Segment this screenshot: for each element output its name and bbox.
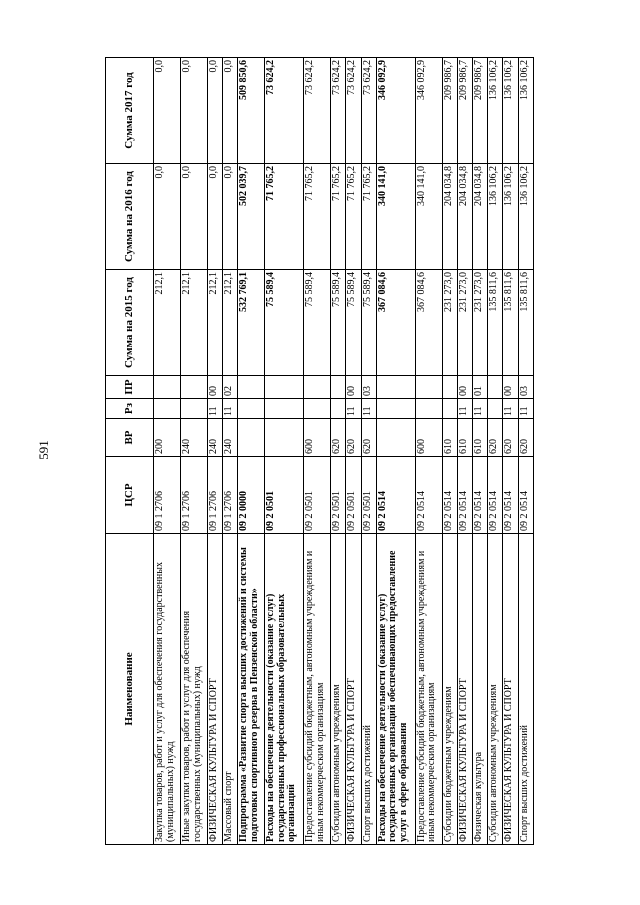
cell-name: Расходы на обеспечение деятельности (оказание услуг) государственных профессиональных образовательных организаций	[265, 534, 304, 845]
cell-pr: 01	[473, 376, 488, 399]
cell-name: Предоставление субсидий бюджетным, автономным учреждениям и иным некоммерческим организациям	[304, 534, 331, 845]
cell-rz: 11	[346, 399, 361, 419]
cell-vr: 620	[346, 419, 361, 457]
cell-rz: 11	[473, 399, 488, 419]
cell-rz	[181, 399, 208, 419]
cell-rz	[488, 399, 503, 419]
cell-csr: 09 2 0514	[442, 457, 457, 534]
cell-sum-2017: 209 986,7	[457, 58, 472, 164]
cell-csr: 09 2 0501	[346, 457, 361, 534]
page-number: 591	[35, 440, 51, 460]
cell-csr: 09 2 0501	[265, 457, 304, 534]
cell-vr: 620	[503, 419, 518, 457]
table-row	[304, 58, 331, 845]
table-row	[442, 58, 457, 845]
cell-sum-2016: 71 765,2	[361, 164, 376, 270]
cell-sum-2017: 0,0	[181, 58, 208, 164]
cell-rz: 11	[503, 399, 518, 419]
header-sum-2017: Сумма 2017 год	[106, 58, 154, 164]
cell-pr	[265, 376, 304, 399]
cell-name: Закупка товаров, работ и услуг для обеспечения государственных (муниципальных) нужд	[154, 534, 181, 845]
cell-pr	[154, 376, 181, 399]
cell-name: Массовый спорт	[223, 534, 238, 845]
cell-sum-2016: 204 034,8	[473, 164, 488, 270]
cell-csr: 09 2 0000	[238, 457, 265, 534]
cell-sum-2017: 346 092,9	[376, 58, 415, 164]
cell-sum-2017: 136 106,2	[503, 58, 518, 164]
cell-sum-2015: 135 811,6	[518, 270, 533, 376]
cell-sum-2016: 71 765,2	[346, 164, 361, 270]
cell-pr	[238, 376, 265, 399]
cell-sum-2015: 75 589,4	[304, 270, 331, 376]
cell-sum-2016: 71 765,2	[331, 164, 346, 270]
cell-csr: 09 2 0501	[331, 457, 346, 534]
cell-vr: 200	[154, 419, 181, 457]
cell-name: Иные закупки товаров, работ и услуг для обеспечения государственных (муниципальных) нужд	[181, 534, 208, 845]
cell-sum-2016: 204 034,8	[457, 164, 472, 270]
cell-name: ФИЗИЧЕСКАЯ КУЛЬТУРА И СПОРТ	[457, 534, 472, 845]
table-row	[331, 58, 346, 845]
cell-name: Спорт высших достижений	[361, 534, 376, 845]
cell-rz: 11	[223, 399, 238, 419]
cell-rz: 11	[457, 399, 472, 419]
cell-pr	[415, 376, 442, 399]
cell-rz	[238, 399, 265, 419]
cell-sum-2016: 204 034,8	[442, 164, 457, 270]
cell-name: Субсидии автономным учреждениям	[488, 534, 503, 845]
cell-csr: 09 2 0501	[361, 457, 376, 534]
cell-sum-2015: 367 084,6	[376, 270, 415, 376]
table-row	[518, 58, 533, 845]
cell-name: Предоставление субсидий бюджетным, автономным учреждениям и иным некоммерческим организациям	[415, 534, 442, 845]
cell-sum-2016: 0,0	[208, 164, 223, 270]
table-row	[208, 58, 223, 845]
cell-sum-2017: 136 106,2	[518, 58, 533, 164]
cell-sum-2016: 136 106,2	[488, 164, 503, 270]
header-name: Наименование	[106, 534, 154, 845]
cell-sum-2016: 502 039,7	[238, 164, 265, 270]
cell-sum-2017: 73 624,2	[346, 58, 361, 164]
cell-sum-2016: 0,0	[223, 164, 238, 270]
cell-name: Подпрограмма «Развитие спорта высших достижений и системы подготовки спортивного резерва в Пензенской области»	[238, 534, 265, 845]
cell-csr: 09 1 2706	[154, 457, 181, 534]
cell-vr: 240	[208, 419, 223, 457]
cell-pr: 00	[457, 376, 472, 399]
cell-rz	[415, 399, 442, 419]
cell-sum-2015: 75 589,4	[331, 270, 346, 376]
cell-sum-2016: 340 141,0	[376, 164, 415, 270]
cell-rz: 11	[518, 399, 533, 419]
cell-sum-2015: 231 273,0	[457, 270, 472, 376]
cell-sum-2017: 346 092,9	[415, 58, 442, 164]
cell-rz	[376, 399, 415, 419]
cell-pr	[331, 376, 346, 399]
table-row	[361, 58, 376, 845]
cell-pr: 02	[223, 376, 238, 399]
cell-vr	[265, 419, 304, 457]
cell-sum-2015: 212,1	[208, 270, 223, 376]
table-row	[265, 58, 304, 845]
cell-csr: 09 2 0514	[518, 457, 533, 534]
cell-rz	[265, 399, 304, 419]
table-row	[238, 58, 265, 845]
cell-vr: 610	[442, 419, 457, 457]
table-row	[223, 58, 238, 845]
cell-sum-2017: 0,0	[223, 58, 238, 164]
cell-pr: 00	[503, 376, 518, 399]
cell-vr	[238, 419, 265, 457]
cell-sum-2017: 73 624,2	[361, 58, 376, 164]
cell-pr: 03	[518, 376, 533, 399]
cell-vr: 620	[488, 419, 503, 457]
cell-pr: 00	[346, 376, 361, 399]
cell-sum-2017: 73 624,2	[331, 58, 346, 164]
header-pr: ПР	[106, 376, 154, 399]
cell-csr: 09 2 0514	[488, 457, 503, 534]
cell-name: ФИЗИЧЕСКАЯ КУЛЬТУРА И СПОРТ	[503, 534, 518, 845]
cell-vr: 600	[304, 419, 331, 457]
cell-sum-2017: 73 624,2	[265, 58, 304, 164]
cell-rz	[331, 399, 346, 419]
cell-pr: 03	[361, 376, 376, 399]
table-row	[457, 58, 472, 845]
table-row	[154, 58, 181, 845]
cell-sum-2017: 209 986,7	[442, 58, 457, 164]
cell-csr: 09 2 0514	[415, 457, 442, 534]
cell-csr: 09 2 0501	[304, 457, 331, 534]
cell-csr: 09 1 2706	[181, 457, 208, 534]
cell-sum-2017: 136 106,2	[488, 58, 503, 164]
cell-vr: 620	[518, 419, 533, 457]
cell-pr	[304, 376, 331, 399]
cell-sum-2015: 212,1	[181, 270, 208, 376]
cell-name: ФИЗИЧЕСКАЯ КУЛЬТУРА И СПОРТ	[346, 534, 361, 845]
table-row	[488, 58, 503, 845]
cell-rz	[154, 399, 181, 419]
cell-sum-2016: 136 106,2	[503, 164, 518, 270]
table-header-row	[106, 58, 154, 845]
cell-sum-2017: 0,0	[208, 58, 223, 164]
cell-sum-2015: 212,1	[154, 270, 181, 376]
cell-sum-2016: 71 765,2	[304, 164, 331, 270]
table-row	[346, 58, 361, 845]
cell-vr: 610	[457, 419, 472, 457]
cell-sum-2017: 0,0	[154, 58, 181, 164]
header-sum-2016: Сумма на 2016 год	[106, 164, 154, 270]
cell-pr: 00	[208, 376, 223, 399]
header-sum-2015: Сумма на 2015 год	[106, 270, 154, 376]
cell-sum-2016: 0,0	[181, 164, 208, 270]
cell-vr: 240	[223, 419, 238, 457]
table-body	[154, 58, 534, 845]
cell-sum-2017: 73 624,2	[304, 58, 331, 164]
cell-sum-2015: 231 273,0	[442, 270, 457, 376]
cell-sum-2015: 135 811,6	[503, 270, 518, 376]
cell-csr: 09 2 0514	[503, 457, 518, 534]
cell-pr	[442, 376, 457, 399]
cell-csr: 09 2 0514	[473, 457, 488, 534]
cell-name: Субсидии автономным учреждениям	[331, 534, 346, 845]
cell-sum-2017: 209 986,7	[473, 58, 488, 164]
cell-vr: 610	[473, 419, 488, 457]
table-row	[503, 58, 518, 845]
cell-sum-2015: 135 811,6	[488, 270, 503, 376]
cell-csr: 09 2 0514	[376, 457, 415, 534]
cell-rz	[304, 399, 331, 419]
cell-name: Спорт высших достижений	[518, 534, 533, 845]
cell-pr	[488, 376, 503, 399]
cell-vr: 240	[181, 419, 208, 457]
cell-pr	[376, 376, 415, 399]
cell-sum-2015: 75 589,4	[346, 270, 361, 376]
cell-pr	[181, 376, 208, 399]
cell-csr: 09 1 2706	[223, 457, 238, 534]
cell-vr: 620	[331, 419, 346, 457]
cell-sum-2016: 0,0	[154, 164, 181, 270]
header-vr: ВР	[106, 419, 154, 457]
header-rz: Рз	[106, 399, 154, 419]
cell-sum-2015: 212,1	[223, 270, 238, 376]
cell-vr: 620	[361, 419, 376, 457]
cell-sum-2015: 75 589,4	[265, 270, 304, 376]
cell-name: Субсидии бюджетным учреждениям	[442, 534, 457, 845]
cell-name: ФИЗИЧЕСКАЯ КУЛЬТУРА И СПОРТ	[208, 534, 223, 845]
cell-sum-2016: 71 765,2	[265, 164, 304, 270]
cell-sum-2015: 367 084,6	[415, 270, 442, 376]
table-row	[415, 58, 442, 845]
cell-sum-2016: 136 106,2	[518, 164, 533, 270]
cell-sum-2015: 532 769,1	[238, 270, 265, 376]
cell-rz	[442, 399, 457, 419]
table-row	[376, 58, 415, 845]
table-row	[473, 58, 488, 845]
cell-sum-2016: 340 141,0	[415, 164, 442, 270]
cell-name: Расходы на обеспечение деятельности (оказание услуг) государственных организаций обеспечивающих предоставление услуг в сфере образования	[376, 534, 415, 845]
cell-csr: 09 1 2706	[208, 457, 223, 534]
cell-vr: 600	[415, 419, 442, 457]
cell-name: Физическая культура	[473, 534, 488, 845]
cell-sum-2017: 509 850,6	[238, 58, 265, 164]
rotated-table-container	[105, 58, 534, 845]
cell-rz: 11	[208, 399, 223, 419]
cell-csr: 09 2 0514	[457, 457, 472, 534]
budget-table	[105, 57, 534, 845]
cell-vr	[376, 419, 415, 457]
header-csr: ЦСР	[106, 457, 154, 534]
cell-sum-2015: 75 589,4	[361, 270, 376, 376]
cell-rz: 11	[361, 399, 376, 419]
table-row	[181, 58, 208, 845]
cell-sum-2015: 231 273,0	[473, 270, 488, 376]
